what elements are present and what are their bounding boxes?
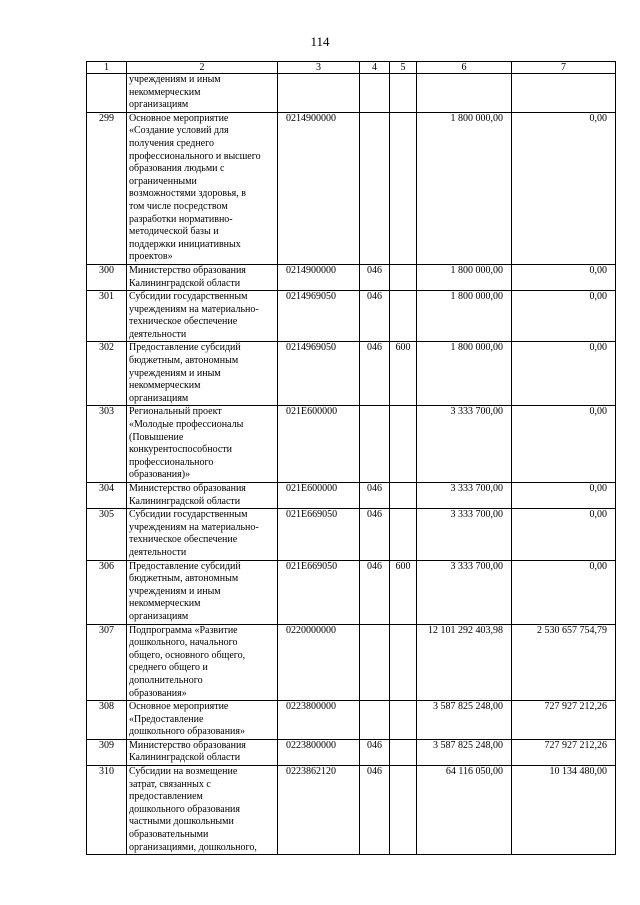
amount-col6-cell: 1 800 000,00 [417,291,512,342]
row-number-cell [87,74,127,113]
table-row [87,342,616,406]
amount-col7-cell [512,74,616,113]
amount-col7-cell: 0,00 [512,509,616,560]
item-name-cell: Предоставление субсидий бюджетным, автономным учреждениям и иным некоммерческим организациям [127,560,278,624]
target-code-cell: 0214900000 [278,264,360,290]
target-code-cell: 021E669050 [278,509,360,560]
target-code-cell: 0214900000 [278,112,360,264]
header-cell: 7 [512,62,616,74]
agency-code-cell: 046 [360,739,390,765]
header-cell: 5 [390,62,417,74]
row-number-cell: 305 [87,509,127,560]
item-name-cell: Подпрограмма «Развитие дошкольного, начального общего, основного общего, среднего общего и дополнительного образования» [127,624,278,701]
amount-col7-cell: 0,00 [512,112,616,264]
target-code-cell: 0214969050 [278,291,360,342]
table-row [87,701,616,740]
agency-code-cell: 046 [360,483,390,509]
target-code-cell: 0223800000 [278,739,360,765]
item-name-cell: Основное мероприятие «Предоставление дошкольного образования» [127,701,278,740]
agency-code-cell: 046 [360,560,390,624]
header-cell: 6 [417,62,512,74]
row-number-cell: 309 [87,739,127,765]
amount-col6-cell: 1 800 000,00 [417,342,512,406]
amount-col6-cell: 3 333 700,00 [417,509,512,560]
agency-code-cell: 046 [360,264,390,290]
expense-type-cell [390,112,417,264]
item-name-cell: Субсидии государственным учреждениям на материально- техническое обеспечение деятельности [127,509,278,560]
amount-col7-cell: 727 927 212,26 [512,739,616,765]
table-row [87,624,616,701]
amount-col7-cell: 0,00 [512,342,616,406]
item-name-cell: Предоставление субсидий бюджетным, автономным учреждениям и иным некоммерческим организациям [127,342,278,406]
agency-code-cell: 046 [360,291,390,342]
item-name-cell: Региональный проект «Молодые профессионалы (Повышение конкурентоспособности профессионального образования)» [127,406,278,483]
row-number-cell: 307 [87,624,127,701]
amount-col6-cell [417,74,512,113]
agency-code-cell [360,74,390,113]
row-number-cell: 300 [87,264,127,290]
amount-col6-cell: 1 800 000,00 [417,264,512,290]
row-number-cell: 301 [87,291,127,342]
header-cell: 4 [360,62,390,74]
row-number-cell: 306 [87,560,127,624]
agency-code-cell [360,406,390,483]
table-row [87,509,616,560]
expense-type-cell [390,74,417,113]
header-cell: 3 [278,62,360,74]
target-code-cell: 021E669050 [278,560,360,624]
budget-table-body [87,62,616,855]
expense-type-cell [390,766,417,855]
amount-col7-cell: 2 530 657 754,79 [512,624,616,701]
amount-col6-cell: 3 587 825 248,00 [417,739,512,765]
agency-code-cell [360,624,390,701]
row-number-cell: 308 [87,701,127,740]
item-name-cell: Субсидии государственным учреждениям на материально- техническое обеспечение деятельности [127,291,278,342]
row-number-cell: 302 [87,342,127,406]
row-number-cell: 303 [87,406,127,483]
agency-code-cell: 046 [360,766,390,855]
table-row [87,264,616,290]
amount-col6-cell: 64 116 050,00 [417,766,512,855]
expense-type-cell [390,483,417,509]
table-row [87,483,616,509]
table-row [87,560,616,624]
table-row [87,291,616,342]
target-code-cell: 021E600000 [278,483,360,509]
amount-col6-cell: 3 333 700,00 [417,406,512,483]
amount-col6-cell: 3 587 825 248,00 [417,701,512,740]
expense-type-cell [390,509,417,560]
page-number: 114 [310,34,330,49]
item-name-cell: учреждениям и иным некоммерческим организациям [127,74,278,113]
amount-col7-cell: 10 134 480,00 [512,766,616,855]
expense-type-cell [390,739,417,765]
item-name-cell: Министерство образования Калининградской области [127,739,278,765]
target-code-cell: 021E600000 [278,406,360,483]
expense-type-cell: 600 [390,342,417,406]
row-number-cell: 299 [87,112,127,264]
header-cell: 2 [127,62,278,74]
row-number-cell: 304 [87,483,127,509]
expense-type-cell [390,264,417,290]
table-row [87,739,616,765]
expense-type-cell: 600 [390,560,417,624]
item-name-cell: Субсидии на возмещение затрат, связанных с предоставлением дошкольного образования частными дошкольными образовательными организациями, дошкольного, [127,766,278,855]
amount-col7-cell: 0,00 [512,406,616,483]
header-cell: 1 [87,62,127,74]
expense-type-cell [390,701,417,740]
expense-type-cell [390,624,417,701]
table-header-row [87,62,616,74]
table-row [87,406,616,483]
amount-col6-cell: 1 800 000,00 [417,112,512,264]
amount-col6-cell: 12 101 292 403,98 [417,624,512,701]
item-name-cell: Основное мероприятие «Создание условий для получения среднего профессионального и высшего образования людьми с ограниченными возможностями здоровья, в том числе посредством разработки нормативно- методической базы и поддержки инициативных проектов» [127,112,278,264]
agency-code-cell: 046 [360,342,390,406]
amount-col7-cell: 0,00 [512,291,616,342]
agency-code-cell [360,701,390,740]
agency-code-cell [360,112,390,264]
amount-col7-cell: 727 927 212,26 [512,701,616,740]
row-number-cell: 310 [87,766,127,855]
amount-col7-cell: 0,00 [512,264,616,290]
expense-type-cell [390,291,417,342]
amount-col7-cell: 0,00 [512,483,616,509]
item-name-cell: Министерство образования Калининградской области [127,264,278,290]
target-code-cell: 0223800000 [278,701,360,740]
amount-col7-cell: 0,00 [512,560,616,624]
table-row [87,766,616,855]
target-code-cell: 0214969050 [278,342,360,406]
budget-table [86,61,616,855]
target-code-cell: 0223862120 [278,766,360,855]
table-row [87,112,616,264]
agency-code-cell: 046 [360,509,390,560]
target-code-cell: 0220000000 [278,624,360,701]
amount-col6-cell: 3 333 700,00 [417,483,512,509]
amount-col6-cell: 3 333 700,00 [417,560,512,624]
item-name-cell: Министерство образования Калининградской области [127,483,278,509]
table-row [87,74,616,113]
target-code-cell [278,74,360,113]
expense-type-cell [390,406,417,483]
